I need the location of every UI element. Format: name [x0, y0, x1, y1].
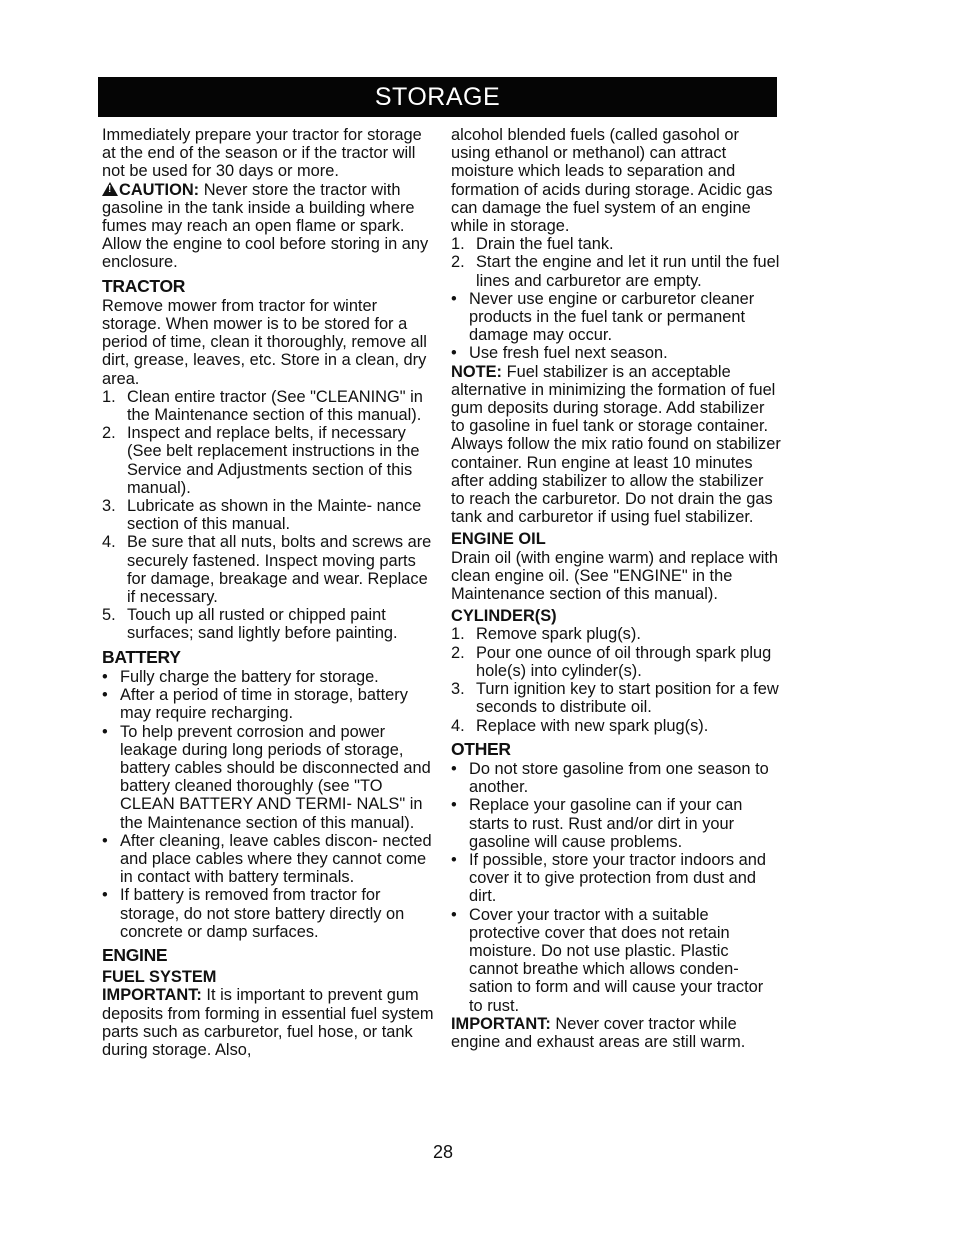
list-item: 1. Drain the fuel tank.: [451, 235, 614, 254]
list-item: • Replace your gasoline can if your can starts to rust. Rust and/or dirt in your gasoline will cause problems.: [451, 796, 743, 851]
cylinder-heading: CYLINDER(S): [451, 607, 557, 626]
list-item: • If battery is removed from tractor for storage, do not store battery directly on concrete or damp surfaces.: [102, 886, 405, 941]
list-item: 1. Remove spark plug(s).: [451, 625, 641, 644]
list-item: • Use fresh fuel next season.: [451, 344, 668, 363]
fuel-steps-list: [451, 235, 781, 290]
list-item: • To help prevent corrosion and power leakage during long periods of storage, battery cables should be disconnected and battery cleaned thoroughly (see "TO CLEAN BATTERY AND TERMI- NALS" in the Maintenance section of this manual).: [102, 722, 431, 832]
fuel-system-heading: FUEL SYSTEM: [102, 968, 217, 987]
note-text: Fuel stabilizer is an acceptable alternative in minimizing the formation of fuel gum deposits during storage. Add stabilizer to gasoline in fuel tank or storage container. Always follow the mix ratio found on stabilizer container. Run engine at least 10 minutes after adding stabilizer to allow the stabilizer to reach the carburetor. Do not drain the gas tank and carburetor if using fuel stabilizer.: [451, 362, 781, 527]
fuel-continued-paragraph: alcohol blended fuels (called gasohol or using ethanol or methanol) can attract moisture which leads to separation and formation of acids during storage. Acidic gas can damage the fuel system of an engine while in storage.: [451, 126, 773, 236]
list-item: • Cover your tractor with a suitable protective cover that does not retain moisture. Do not use plastic. Plastic cannot breathe which allows conden- sation to form and will cause your tractor to rust.: [451, 905, 764, 1015]
cylinder-steps-list: [451, 625, 781, 734]
other-bullets-list: [451, 760, 781, 1015]
list-item: • Never use engine or carburetor cleaner products in the fuel tank or permanent damage may occur.: [451, 289, 755, 345]
fuel-bullets-list: [451, 290, 781, 363]
left-column: [102, 126, 434, 1059]
intro-paragraph: Immediately prepare your tractor for storage at the end of the season or if the tractor will not be used for 30 days or more.: [102, 126, 422, 181]
tractor-paragraph: Remove mower from tractor for winter storage. When mower is to be stored for a period of time, clean it thoroughly, remove all dirt, grease, leaves, etc. Store in a clean, dry area.: [102, 296, 427, 388]
list-item: 2. Inspect and replace belts, if necessary (See belt replacement instructions in the Service and Adjustments section of this manual).: [102, 424, 420, 497]
list-item: • Do not store gasoline from one season to another.: [451, 759, 769, 797]
caution-paragraph: [102, 181, 434, 272]
list-item: 4. Replace with new spark plug(s).: [451, 716, 709, 735]
battery-bullets-list: [102, 668, 434, 941]
list-item: • Fully charge the battery for storage.: [102, 667, 379, 686]
important-paragraph: [451, 1015, 781, 1051]
engine-oil-heading: ENGINE OIL: [451, 530, 546, 549]
important-text: It is important to prevent gum deposits from forming in essential fuel system parts such as carburetor, fuel hose, or tank during storage. Also,: [102, 986, 434, 1059]
list-item: 2. Start the engine and let it run until the fuel lines and carburetor are empty.: [451, 253, 780, 290]
list-item: 3. Lubricate as shown in the Mainte- nance section of this manual.: [102, 497, 422, 534]
important-text: Never cover tractor while engine and exhaust areas are still warm.: [451, 1014, 746, 1051]
list-item: 1. Clean entire tractor (See "CLEANING" in the Maintenance section of this manual).: [102, 387, 423, 425]
list-item: 4. Be sure that all nuts, bolts and screws are securely fastened. Inspect moving parts for damage, breakage and wear. Replace if necessary.: [102, 533, 432, 607]
battery-heading: BATTERY: [102, 646, 181, 667]
list-item: • After cleaning, leave cables discon- nected and place cables where they cannot come in contact with battery terminals.: [102, 831, 432, 887]
note-paragraph: [451, 363, 781, 527]
caution-text: Never store the tractor with gasoline in the tank inside a building where fumes may reach an open flame or spark. Allow the engine to cool before storing in any enclosure.: [102, 180, 429, 272]
important-label: IMPORTANT:: [102, 986, 202, 1005]
page-number: 28: [432, 1142, 454, 1162]
list-item: 2. Pour one ounce of oil through spark plug hole(s) into cylinder(s).: [451, 643, 772, 680]
right-column: [451, 126, 781, 1051]
tractor-heading: TRACTOR: [102, 275, 186, 296]
list-item: • If possible, store your tractor indoors and cover it to give protection from dust and dirt.: [451, 850, 767, 906]
other-heading: OTHER: [451, 738, 511, 759]
important-label: IMPORTANT:: [451, 1014, 551, 1033]
fuel-important-paragraph: [102, 986, 434, 1059]
engine-heading: ENGINE: [102, 944, 168, 965]
list-item: 5. Touch up all rusted or chipped paint surfaces; sand lightly before painting.: [102, 606, 398, 643]
section-title-banner: STORAGE: [98, 77, 777, 117]
list-item: 3. Turn ignition key to start position for a few seconds to distribute oil.: [451, 680, 779, 717]
list-item: • After a period of time in storage, battery may require recharging.: [102, 686, 408, 723]
warning-triangle-icon: [102, 182, 118, 196]
engine-oil-paragraph: Drain oil (with engine warm) and replace with clean engine oil. (See "ENGINE" in the Maintenance section of this manual).: [451, 548, 779, 604]
note-label: NOTE:: [451, 362, 502, 381]
caution-label: CAUTION:: [119, 180, 200, 199]
tractor-steps-list: [102, 388, 434, 643]
